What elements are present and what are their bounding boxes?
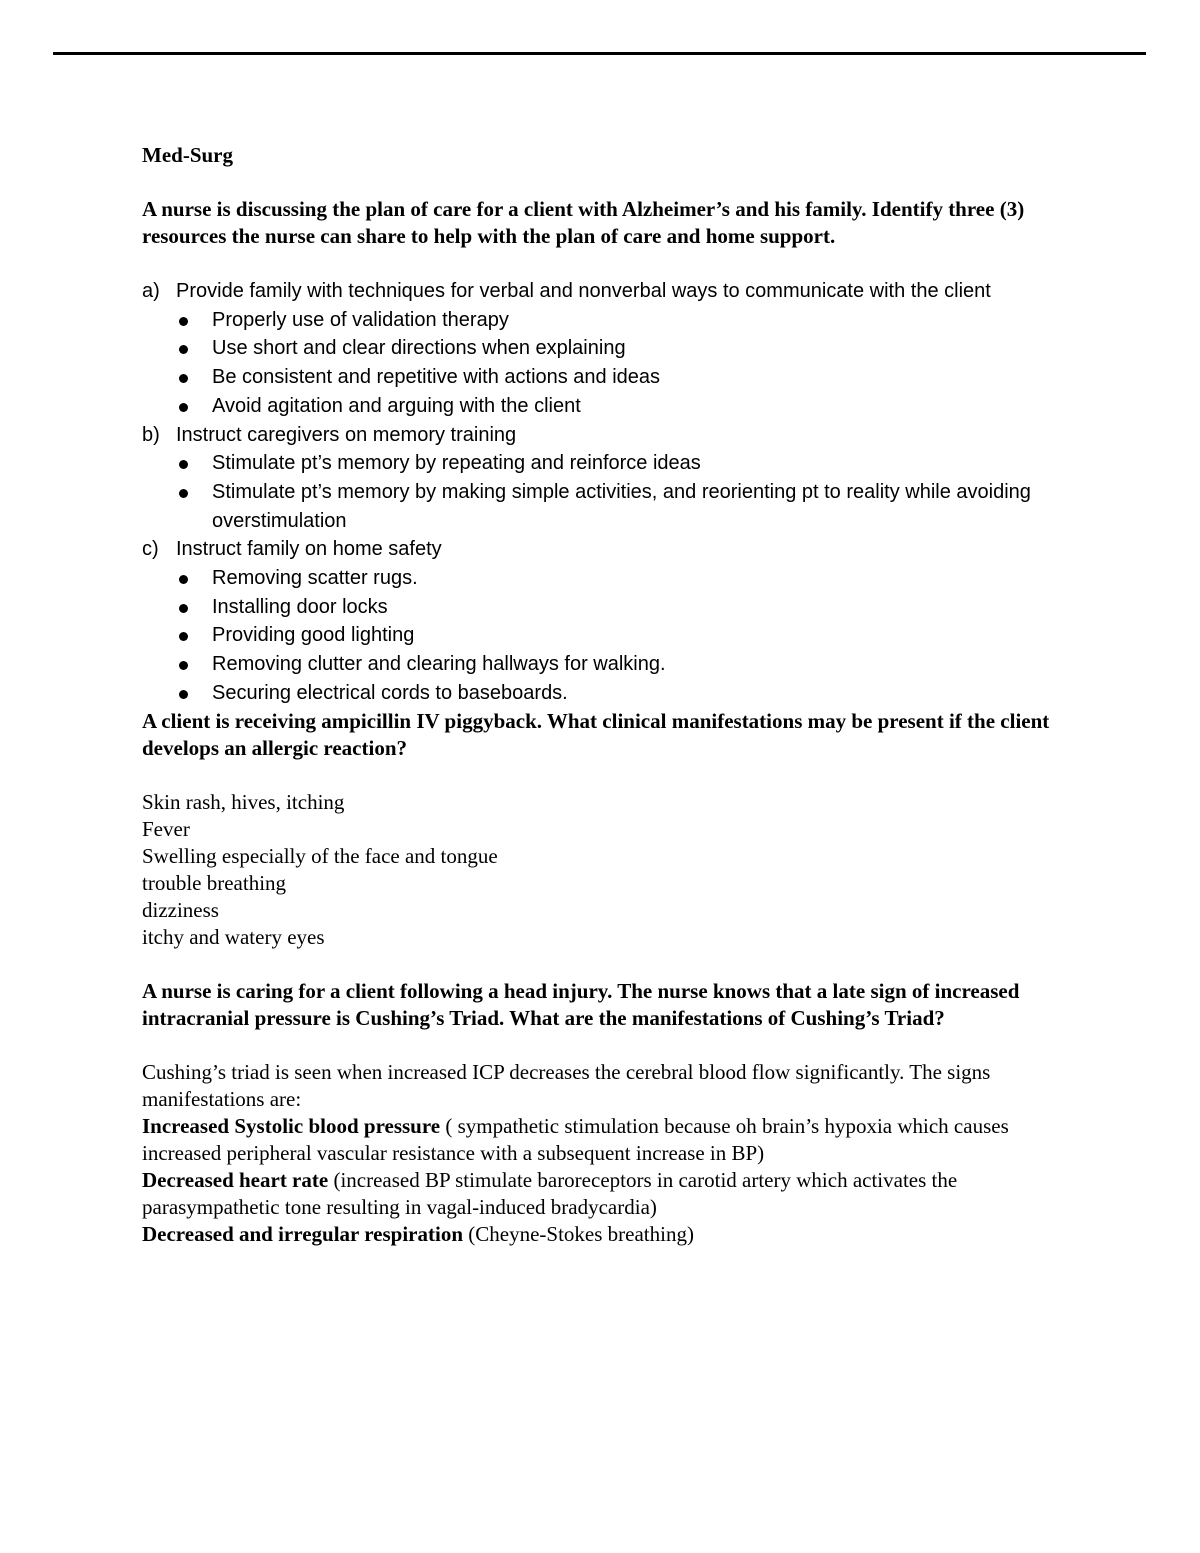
list-item-text: Instruct family on home safety — [176, 538, 442, 561]
answer-line: trouble breathing — [142, 870, 287, 895]
resource-list — [142, 277, 1072, 708]
list-marker: b) — [142, 423, 160, 446]
question-3: A nurse is caring for a client following a head injury. The nurse knows that a late sign of increased intracranial pressure is Cushing’s Triad. What are the manifestations of Cushing’s Triad? — [142, 978, 1020, 1030]
answer-intro: Cushing’s triad is seen when increased ICP decreases the cerebral blood flow significantly. The signs manifestations are: — [142, 1059, 991, 1111]
answer-list — [142, 789, 1072, 951]
list-marker: a) — [142, 280, 160, 302]
bullet-icon — [179, 403, 188, 412]
bullet-item: Removing scatter rugs. — [176, 564, 1072, 593]
bullet-item: Removing clutter and clearing hallways for walking. — [176, 650, 1072, 679]
bullet-item: Stimulate pt’s memory by repeating and reinforce ideas — [176, 449, 1072, 478]
answer-line: itchy and watery eyes — [142, 924, 325, 949]
list-item — [142, 535, 1072, 707]
sign-term: Decreased and irregular respiration — [142, 1221, 463, 1246]
bullet-icon — [179, 632, 188, 641]
bullet-list — [176, 449, 1072, 535]
document-body — [142, 142, 1072, 1248]
bullet-item: Avoid agitation and arguing with the client — [176, 392, 1072, 421]
bullet-item: Use short and clear directions when explaining — [176, 334, 1072, 363]
answer-line: dizziness — [142, 897, 219, 922]
sign-line — [142, 1221, 1072, 1248]
bullet-item: Properly use of validation therapy — [176, 306, 1072, 335]
list-item-text: Instruct caregivers on memory training — [176, 423, 517, 446]
bullet-item: Installing door locks — [176, 593, 1072, 622]
header-rule — [53, 52, 1146, 55]
question-2: A client is receiving ampicillin IV piggyback. What clinical manifestations may be present if the client develops an allergic reaction? — [142, 708, 1050, 760]
bullet-item: Providing good lighting — [176, 621, 1072, 650]
bullet-item: Be consistent and repetitive with actions and ideas — [176, 363, 1072, 392]
question-1: A nurse is discussing the plan of care for a client with Alzheimer’s and his family. Identify three (3) resources the nurse can share to help with the plan of care and home support. — [142, 197, 1025, 248]
bullet-icon — [179, 317, 188, 326]
answer-line: Swelling especially of the face and tongue — [142, 843, 498, 868]
bullet-icon — [179, 489, 188, 498]
bullet-icon — [179, 604, 188, 613]
bullet-icon — [179, 690, 188, 699]
bullet-icon — [179, 460, 188, 469]
bullet-item: Securing electrical cords to baseboards. — [176, 679, 1072, 708]
sign-line — [142, 1167, 1072, 1221]
list-item — [142, 277, 1072, 421]
sign-detail: (increased BP stimulate baroreceptors in carotid artery which activates the parasympathetic tone resulting in vagal-induced bradycardia) — [142, 1167, 958, 1219]
document-title: Med-Surg — [142, 143, 233, 167]
bullet-icon — [179, 575, 188, 584]
bullet-item: Stimulate pt’s memory by making simple activities, and reorienting pt to reality while avoiding overstimulation — [176, 478, 1072, 535]
sign-detail: (Cheyne-Stokes breathing) — [463, 1221, 694, 1246]
bullet-icon — [179, 374, 188, 383]
bullet-list — [176, 564, 1072, 708]
answer-line: Fever — [142, 816, 190, 841]
sign-term: Increased Systolic blood pressure — [142, 1113, 441, 1138]
sign-detail: ( sympathetic stimulation because oh brain’s hypoxia which causes increased peripheral vascular resistance with a subsequent increase in BP) — [142, 1113, 1009, 1165]
list-marker: c) — [142, 538, 159, 561]
bullet-icon — [179, 661, 188, 670]
bullet-list — [176, 306, 1072, 421]
answer-line: Skin rash, hives, itching — [142, 789, 345, 814]
sign-line — [142, 1113, 1072, 1167]
list-item — [142, 421, 1072, 536]
list-item-text: Provide family with techniques for verbal and nonverbal ways to communicate with the client — [176, 280, 991, 302]
sign-term: Decreased heart rate — [142, 1167, 329, 1192]
bullet-icon — [179, 345, 188, 354]
